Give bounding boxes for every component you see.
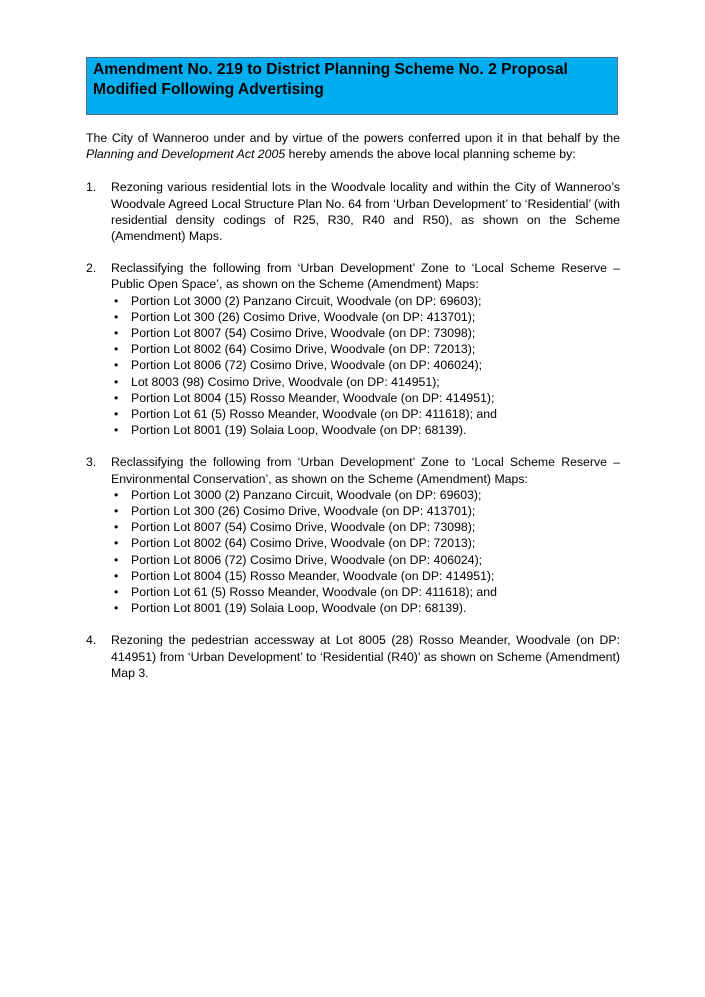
bullet-icon: • <box>114 423 119 438</box>
list-item: • Portion Lot 8001 (19) Solaia Loop, Woodvale (on DP: 68139). <box>111 600 620 616</box>
bullet-icon: • <box>114 390 119 405</box>
amendment-item-2 <box>86 260 620 438</box>
item-text: Rezoning various residential lots in the Woodvale locality and within the City of Wanneroo’s Woodvale Agreed Local Structure Plan No. 64 from ‘Urban Development’ to ‘Residential’ (with residential density codings of R25, R30, R40 and R50), as shown on the Scheme (Amendment) Maps. <box>111 180 620 244</box>
intro-paragraph <box>86 130 620 162</box>
bullet-icon: • <box>114 342 119 357</box>
document-body <box>86 130 620 697</box>
list-item: • Portion Lot 8002 (64) Cosimo Drive, Woodvale (on DP: 72013); <box>111 535 620 551</box>
item-text: Reclassifying the following from ‘Urban Development’ Zone to ‘Local Scheme Reserve – Public Open Space’, as shown on the Scheme (Amendment) Maps: <box>111 261 620 292</box>
list-item: • Portion Lot 8006 (72) Cosimo Drive, Woodvale (on DP: 406024); <box>111 357 620 373</box>
list-item: • Portion Lot 8007 (54) Cosimo Drive, Woodvale (on DP: 73098); <box>111 325 620 341</box>
bullet-icon: • <box>114 536 119 551</box>
bullet-icon: • <box>114 520 119 535</box>
bullet-icon: • <box>114 309 119 324</box>
bullet-icon: • <box>114 293 119 308</box>
bullet-list <box>111 487 620 617</box>
bullet-icon: • <box>114 326 119 341</box>
amendment-item-4 <box>86 632 620 681</box>
item-number: 3. <box>86 455 97 470</box>
amendment-item-3 <box>86 454 620 616</box>
bullet-icon: • <box>114 358 119 373</box>
list-item: • Portion Lot 8004 (15) Rosso Meander, Woodvale (on DP: 414951); <box>111 390 620 406</box>
intro-text-part-2: hereby amends the above local planning scheme by: <box>285 147 576 162</box>
list-item: • Portion Lot 8002 (64) Cosimo Drive, Woodvale (on DP: 72013); <box>111 341 620 357</box>
list-item: • Portion Lot 61 (5) Rosso Meander, Woodvale (on DP: 411618); and <box>111 584 620 600</box>
list-item: • Portion Lot 3000 (2) Panzano Circuit, Woodvale (on DP: 69603); <box>111 293 620 309</box>
list-item: • Portion Lot 300 (26) Cosimo Drive, Woodvale (on DP: 413701); <box>111 309 620 325</box>
bullet-icon: • <box>114 407 119 422</box>
item-number: 2. <box>86 261 97 276</box>
list-item: • Portion Lot 3000 (2) Panzano Circuit, Woodvale (on DP: 69603); <box>111 487 620 503</box>
list-item: • Lot 8003 (98) Cosimo Drive, Woodvale (on DP: 414951); <box>111 374 620 390</box>
list-item: • Portion Lot 8007 (54) Cosimo Drive, Woodvale (on DP: 73098); <box>111 519 620 535</box>
item-text: Reclassifying the following from ‘Urban Development’ Zone to ‘Local Scheme Reserve – Environmental Conservation’, as shown on the Scheme (Amendment) Maps: <box>111 455 620 486</box>
item-number: 4. <box>86 633 97 648</box>
item-text: Rezoning the pedestrian accessway at Lot 8005 (28) Rosso Meander, Woodvale (on DP: 414951) from ‘Urban Development’ to ‘Residential (R40)’ as shown on Scheme (Amendment) Map 3. <box>111 633 620 680</box>
bullet-icon: • <box>114 552 119 567</box>
bullet-icon: • <box>114 374 119 389</box>
document-title-line-2: Modified Following Advertising <box>93 81 324 98</box>
act-name: Planning and Development Act 2005 <box>86 147 286 162</box>
list-item: • Portion Lot 61 (5) Rosso Meander, Woodvale (on DP: 411618); and <box>111 406 620 422</box>
bullet-icon: • <box>114 487 119 502</box>
bullet-icon: • <box>114 568 119 583</box>
list-item: • Portion Lot 300 (26) Cosimo Drive, Woodvale (on DP: 413701); <box>111 503 620 519</box>
bullet-list <box>111 293 620 439</box>
document-title-line-1: Amendment No. 219 to District Planning Scheme No. 2 Proposal <box>93 61 568 78</box>
bullet-icon: • <box>114 585 119 600</box>
intro-text-part-1: The City of Wanneroo under and by virtue of the powers conferred upon it in that behalf by the <box>86 131 620 145</box>
bullet-icon: • <box>114 601 119 616</box>
list-item: • Portion Lot 8006 (72) Cosimo Drive, Woodvale (on DP: 406024); <box>111 552 620 568</box>
item-number: 1. <box>86 180 97 195</box>
bullet-icon: • <box>114 504 119 519</box>
list-item: • Portion Lot 8004 (15) Rosso Meander, Woodvale (on DP: 414951); <box>111 568 620 584</box>
document-title-box <box>86 57 618 115</box>
amendment-item-1 <box>86 179 620 244</box>
list-item: • Portion Lot 8001 (19) Solaia Loop, Woodvale (on DP: 68139). <box>111 422 620 438</box>
